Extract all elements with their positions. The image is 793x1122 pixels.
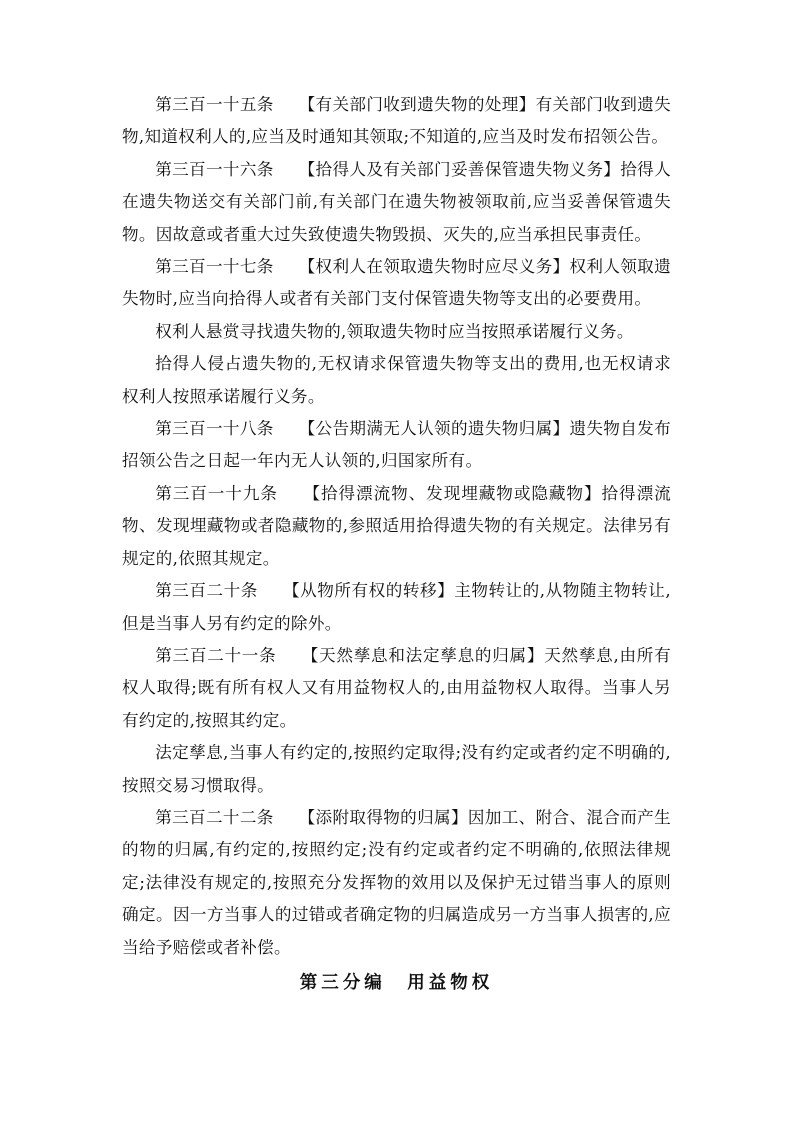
article-number: 第三百一十九条 [155, 483, 278, 503]
article-number: 第三百一十八条 [155, 419, 274, 439]
section-heading: 第三分编 用益物权 [299, 972, 494, 993]
article-318 [122, 413, 671, 478]
article-body: 因加工、附合、混合而产生的物的归属,有约定的,按照约定;没有约定或者约定不明确的,依照法律规定;法律没有规定的,按照充分发挥物的效用以及保护无过错当事人的原则确定。因一方当事人的过错或者确定物的归属造成另一方当事人损害的,应当给予赔偿或者补偿。 [122, 807, 671, 957]
article-body: 遗失物自发布招领公告之日起一年内无人认领的,归国家所有。 [122, 419, 671, 471]
article-body: 拾得漂流物、发现埋藏物或者隐藏物的,参照适用拾得遗失物的有关规定。法律另有规定的,依照其规定。 [122, 483, 671, 568]
article-316 [122, 154, 671, 251]
article-paragraph: 拾得人侵占遗失物的,无权请求保管遗失物等支出的费用,也无权请求权利人按照承诺履行义务。 [122, 354, 671, 406]
article-title: 【天然孳息和法定孳息的归属】 [301, 645, 545, 665]
article-title: 【拾得人及有关部门妥善保管遗失物义务】 [298, 159, 621, 179]
article-body: 天然孳息,由所有权人取得;既有所有权人又有用益物权人的,由用益物权人取得。当事人另有约定的,按照其约定。 [122, 645, 671, 730]
article-number: 第三百二十二条 [155, 807, 274, 827]
article-paragraph: 权利人悬赏寻找遗失物的,领取遗失物时应当按照承诺履行义务。 [155, 321, 634, 341]
article-body: 拾得人在遗失物送交有关部门前,有关部门在遗失物被领取前,应当妥善保管遗失物。因故意或者重大过失致使遗失物毁损、灭失的,应当承担民事责任。 [122, 159, 671, 244]
article-title: 【拾得漂流物、发现埋藏物或隐藏物】 [302, 483, 602, 503]
article-315 [122, 89, 671, 154]
article-322 [122, 802, 671, 964]
document-page [122, 89, 671, 1000]
article-321 [122, 640, 671, 737]
article-317 [122, 251, 671, 316]
article-number: 第三百二十条 [155, 581, 258, 601]
article-number: 第三百一十五条 [155, 95, 274, 114]
article-paragraph: 法定孳息,当事人有约定的,按照约定取得;没有约定或者约定不明确的,按照交易习惯取得。 [122, 743, 671, 795]
article-title: 【公告期满无人认领的遗失物归属】 [298, 419, 570, 439]
article-number: 第三百一十七条 [155, 257, 274, 277]
article-body: 权利人领取遗失物时,应当向拾得人或者有关部门支付保管遗失物等支出的必要费用。 [122, 257, 671, 309]
article-number: 第三百一十六条 [155, 159, 274, 179]
article-title: 【从物所有权的转移】 [282, 581, 455, 601]
article-number: 第三百二十一条 [155, 645, 277, 665]
article-body: 有关部门收到遗失物,知道权利人的,应当及时通知其领取;不知道的,应当及时发布招领公告。 [122, 95, 671, 147]
article-319 [122, 478, 671, 575]
article-body: 主物转让的,从物随主物转让,但是当事人另有约定的除外。 [122, 581, 671, 633]
article-title: 【权利人在领取遗失物时应尽义务】 [298, 257, 570, 277]
article-title: 【添附取得物的归属】 [298, 807, 468, 827]
article-320 [122, 575, 671, 640]
article-title: 【有关部门收到遗失物的处理】 [298, 95, 536, 114]
